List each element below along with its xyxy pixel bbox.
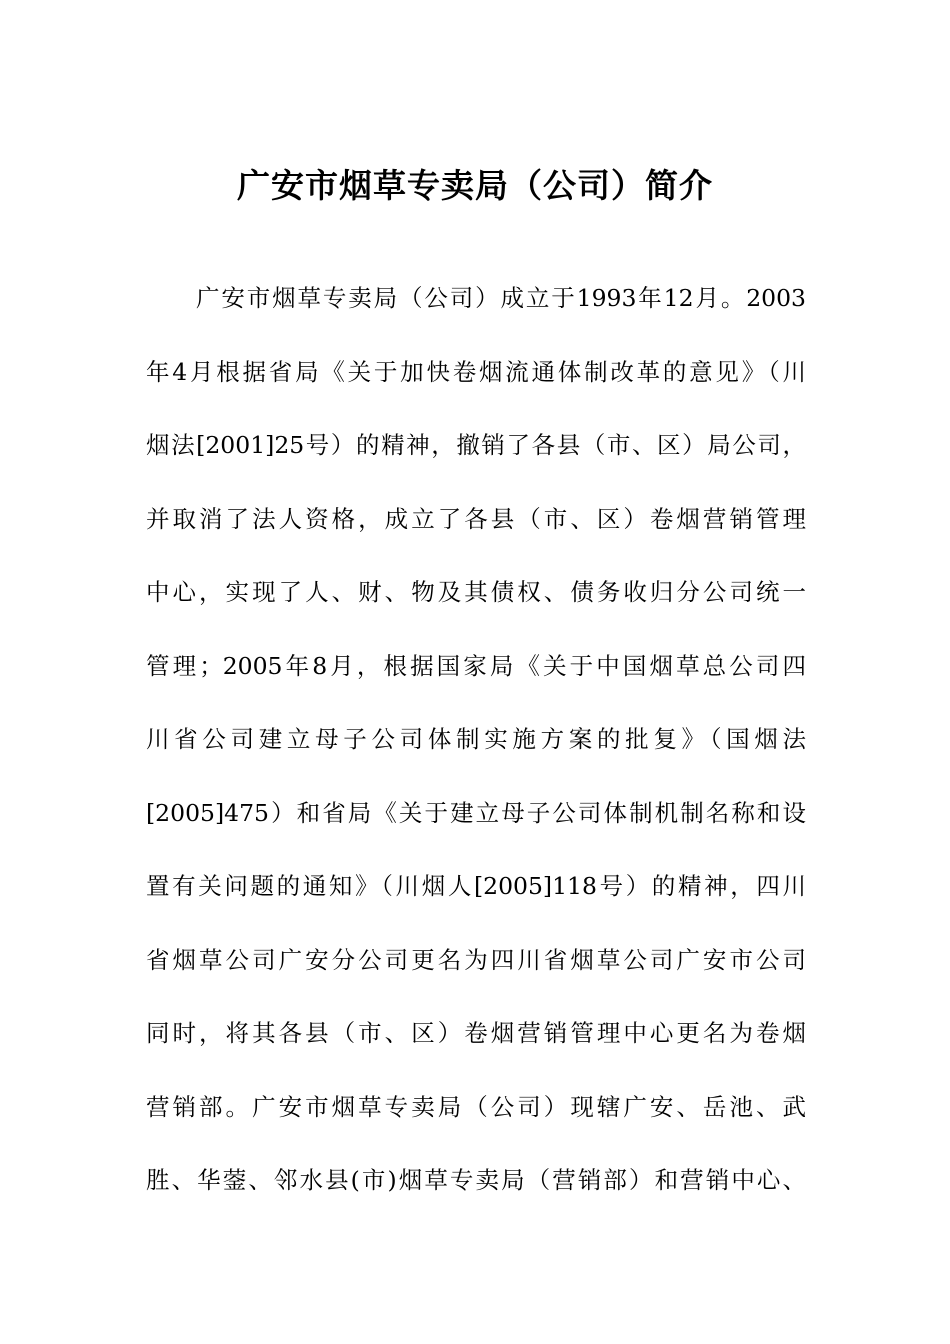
paragraph-line: 管理；2005年8月，根据国家局《关于中国烟草总公司四 [146, 651, 806, 680]
paragraph-line: 川省公司建立母子公司体制实施方案的批复》（国烟法 [146, 725, 806, 753]
paragraph-line: 中心，实现了人、财、物及其债权、债务收归分公司统一 [146, 578, 806, 606]
paragraph-line: 置有关问题的通知》（川烟人[2005]118号）的精神，四川 [146, 872, 806, 900]
document-body [146, 274, 806, 1230]
paragraph-line: 并取消了法人资格，成立了各县（市、区）卷烟营销管理 [146, 504, 806, 533]
paragraph-line: 胜、华蓥、邻水县(市)烟草专卖局（营销部）和营销中心、 [146, 1166, 806, 1194]
paragraph-line: 烟法[2001]25号）的精神，撤销了各县（市、区）局公司， [146, 431, 806, 459]
paragraph-line: 同时，将其各县（市、区）卷烟营销管理中心更名为卷烟 [146, 1019, 806, 1047]
paragraph-line: 广安市烟草专卖局（公司）成立于1993年12月。2003 [196, 284, 806, 312]
document-title: 广安市烟草专卖局（公司）简介 [237, 166, 713, 205]
paragraph-line: [2005]475）和省局《关于建立母子公司体制机制名称和设 [146, 798, 806, 827]
paragraph-line: 年4月根据省局《关于加快卷烟流通体制改革的意见》（川 [146, 357, 806, 386]
paragraph-line: 营销部。广安市烟草专卖局（公司）现辖广安、岳池、武 [146, 1092, 806, 1121]
paragraph-line: 省烟草公司广安分公司更名为四川省烟草公司广安市公司 [146, 945, 806, 974]
